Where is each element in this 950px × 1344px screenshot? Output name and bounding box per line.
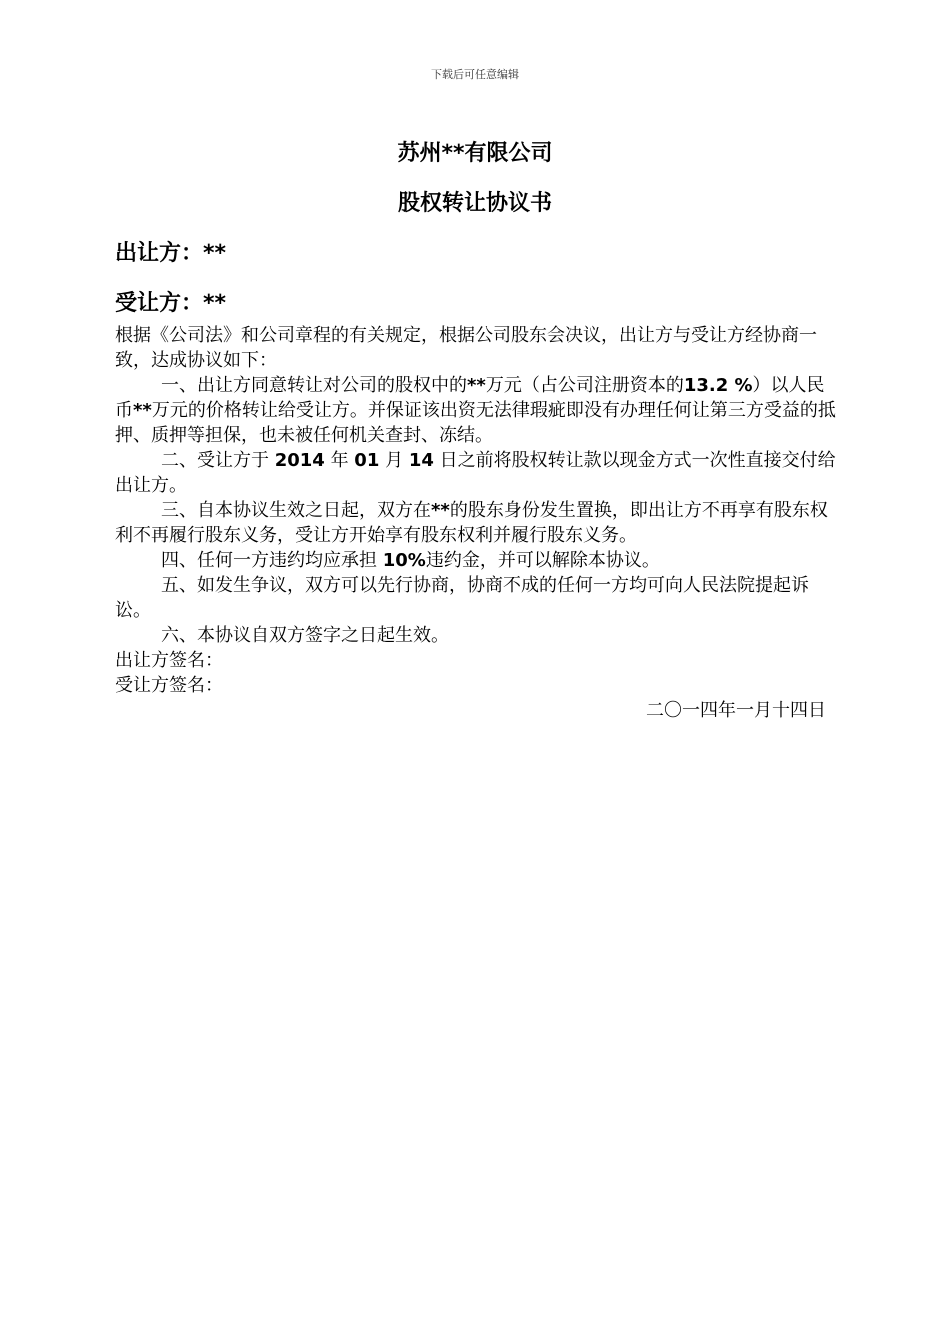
clause-1-percent: 13.2 % <box>683 375 753 396</box>
document-title: 股权转让协议书 <box>397 191 552 216</box>
clause-4-text-a: 四、任何一方违约均应承担 <box>161 550 383 571</box>
clause-1-text-d: ）以人民币 <box>115 375 825 421</box>
clause-3-text-c: 的股东身份发生置换，即出让方不再享有股东权利不再履行股东义务，受让方开始享有股东权利并履行股东义务。 <box>115 500 828 546</box>
clause-1 <box>115 373 840 448</box>
clause-2-text-d: 日之前将股权转让款以现金方式一次性直接交付给出让方。 <box>115 450 836 496</box>
company-title: 苏州**有限公司 <box>397 141 553 166</box>
transferee-line: 受让方：** <box>115 291 227 316</box>
clause-4-penalty: 10% <box>382 550 426 571</box>
clause-1-text-a: 一、出让方同意转让对公司的股权中的 <box>161 375 467 396</box>
clause-2-year: 2014 <box>274 450 325 471</box>
header-note: 下载后可任意编辑 <box>431 68 519 81</box>
clause-2-text-b: 年 <box>324 450 355 471</box>
clause-2-day: 14 <box>408 450 434 471</box>
clause-1-text-e: 万元的价格转让给受让方。并保证该出资无法律瑕疵即没有办理任何让第三方受益的抵押、质押等担保，也未被任何机关查封、冻结。 <box>115 400 836 446</box>
clause-6: 六、本协议自双方签字之日起生效。 <box>161 625 449 646</box>
clause-2 <box>115 448 840 498</box>
clause-3-company: ** <box>431 500 450 521</box>
transferor-signature: 出让方签名： <box>115 650 223 671</box>
transferor-line: 出让方：** <box>115 241 227 266</box>
clause-4-text-c: 违约金，并可以解除本协议。 <box>425 550 660 571</box>
intro-paragraph: 根据《公司法》和公司章程的有关规定，根据公司股东会决议，出让方与受让方经协商一致，达成协议如下： <box>115 325 817 371</box>
clause-1-text-c: 万元（占公司注册资本的 <box>485 375 684 396</box>
clause-2-text-a: 二、受让方于 <box>161 450 275 471</box>
clause-3-text-a: 三、自本协议生效之日起，双方在 <box>161 500 431 521</box>
clause-5: 五、如发生争议，双方可以先行协商，协商不成的任何一方均可向人民法院提起诉讼。 <box>115 575 809 621</box>
clause-2-text-c: 月 <box>379 450 409 471</box>
clause-3 <box>115 498 840 548</box>
transferee-signature: 受让方签名： <box>115 675 223 696</box>
agreement-date: 二〇一四年一月十四日 <box>646 700 826 721</box>
agreement-body <box>115 323 840 723</box>
clause-1-amount: ** <box>467 375 486 396</box>
clause-1-price: ** <box>133 400 152 421</box>
clause-2-month: 01 <box>354 450 380 471</box>
clause-4 <box>115 548 840 573</box>
